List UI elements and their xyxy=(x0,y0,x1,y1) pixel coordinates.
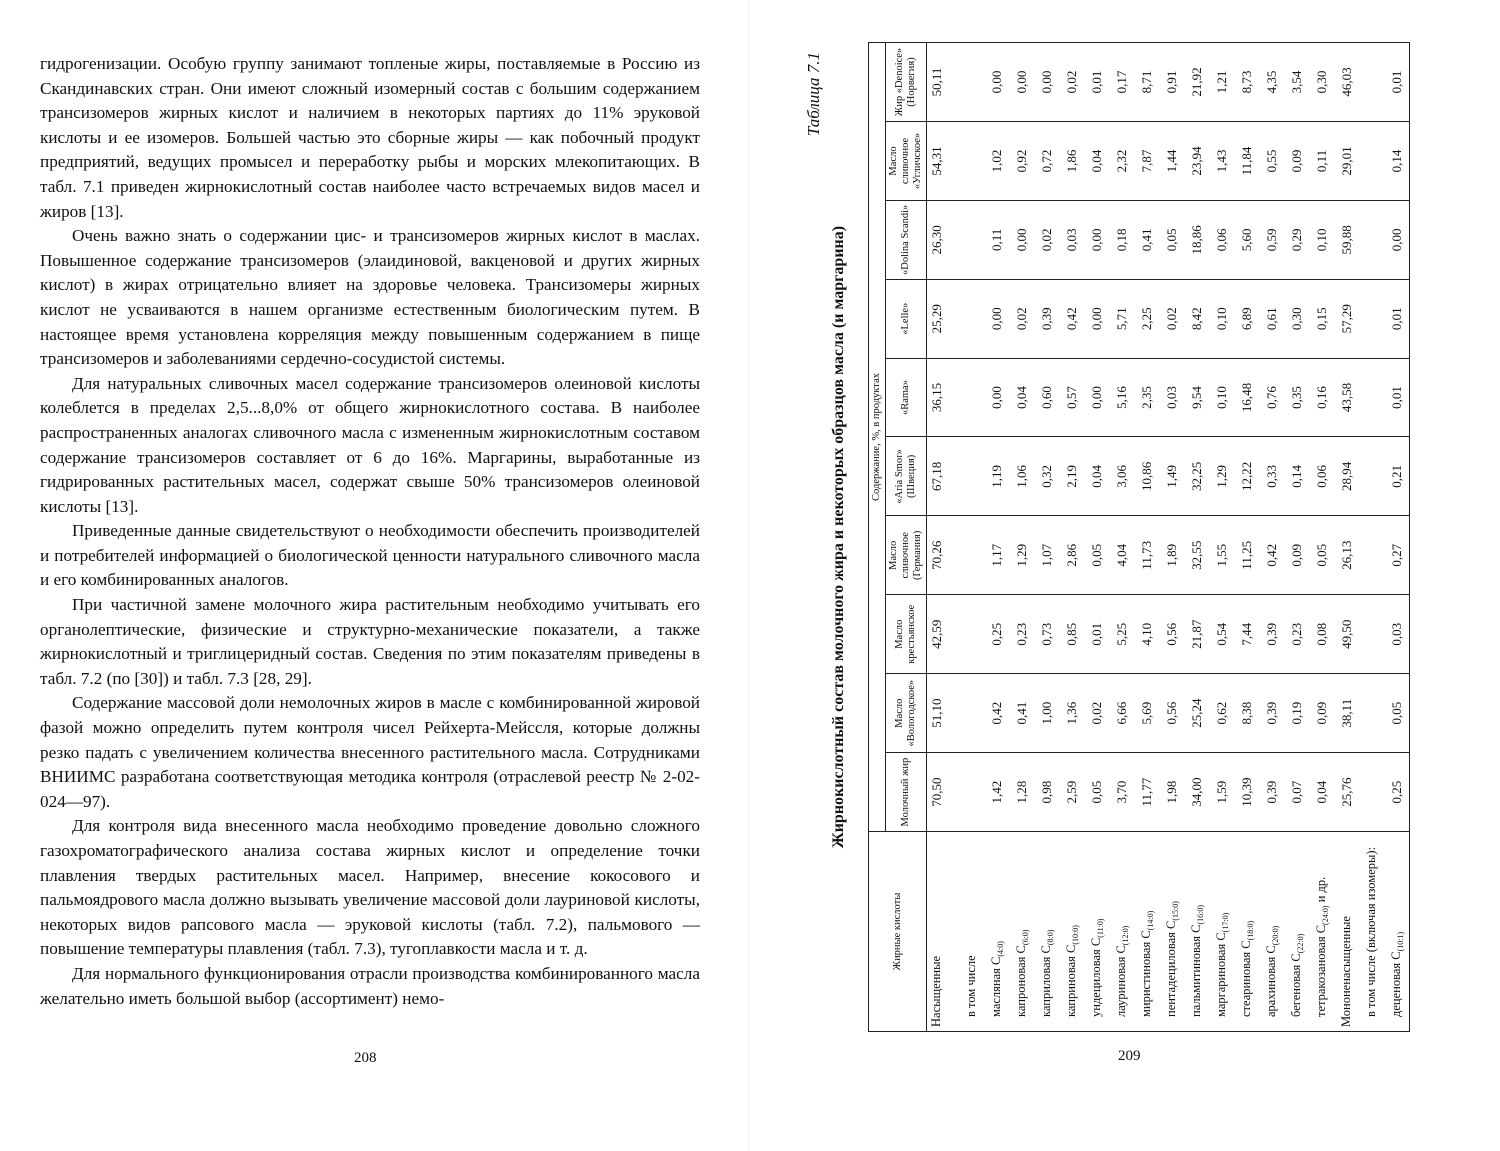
table-cell: 0,41 xyxy=(1134,200,1159,279)
table-cell: 0,01 xyxy=(1084,43,1109,122)
table-cell: 0,00 xyxy=(1084,279,1109,358)
row-label-subscript: (11:0) xyxy=(1095,918,1105,938)
row-label xyxy=(1284,832,1309,1032)
table-cell: 28,94 xyxy=(1334,437,1359,516)
table-cell: 11,25 xyxy=(1234,516,1259,595)
column-header: Масло «Вологодское» xyxy=(886,674,927,753)
table-cell: 0,00 xyxy=(1084,358,1109,437)
table-cell: 0,05 xyxy=(1384,674,1410,753)
table-cell xyxy=(1359,437,1384,516)
table-row xyxy=(1159,43,1184,1032)
table-cell: 50,11 xyxy=(927,43,960,122)
table-cell: 1,55 xyxy=(1209,516,1234,595)
paragraph: При частичной замене молочного жира растительным необходимо учитывать его органолептические, физические и структурно-механические показатели, а также жирнокислотный и триглицеридный состав. Сведения по этим показателям приведены в табл. 7.2 (по [30]) и табл. 7.3 [28, 29]. xyxy=(40,595,700,688)
table-cell: 0,19 xyxy=(1284,674,1309,753)
table-cell: 1,43 xyxy=(1209,122,1234,201)
table-cell: 0,54 xyxy=(1209,595,1234,674)
table-cell: 10,86 xyxy=(1134,437,1159,516)
table-cell: 0,92 xyxy=(1009,122,1034,201)
table-cell: 0,08 xyxy=(1309,595,1334,674)
column-header: Масло сливочное «Угличское» xyxy=(886,122,927,201)
table-cell: 5,71 xyxy=(1109,279,1134,358)
table-cell: 0,39 xyxy=(1034,279,1059,358)
table-cell: 1,44 xyxy=(1159,122,1184,201)
table-cell: 6,89 xyxy=(1234,279,1259,358)
table-cell: 0,06 xyxy=(1209,200,1234,279)
table-title: Жирнокислотный состав молочного жира и некоторых образцов масла (и маргарина) xyxy=(830,225,847,849)
table-cell: 1,89 xyxy=(1159,516,1184,595)
table-row xyxy=(1109,43,1134,1032)
table-cell: 1,00 xyxy=(1034,674,1059,753)
table-cell: 0,61 xyxy=(1259,279,1284,358)
row-label-text: стеариновая C xyxy=(1238,940,1253,1017)
row-label-subscript: (15:0) xyxy=(1170,901,1180,921)
table-cell: 1,21 xyxy=(1209,43,1234,122)
table-cell: 70,26 xyxy=(927,516,960,595)
table-cell: 0,23 xyxy=(1009,595,1034,674)
row-label-text: миристиновая C xyxy=(1138,930,1153,1017)
table-cell: 18,86 xyxy=(1184,200,1209,279)
table-cell: 0,00 xyxy=(1084,200,1109,279)
table-cell: 11,84 xyxy=(1234,122,1259,201)
table-cell: 8,73 xyxy=(1234,43,1259,122)
row-label xyxy=(1059,832,1084,1032)
table-cell xyxy=(1359,516,1384,595)
column-header: Молочный жир xyxy=(886,753,927,832)
table-row xyxy=(959,43,984,1032)
table-cell: 49,50 xyxy=(1334,595,1359,674)
column-header: «Rama» xyxy=(886,358,927,437)
row-label-subscript: (10:0) xyxy=(1070,925,1080,945)
row-label-text: бегеновая C xyxy=(1288,953,1303,1017)
table-cell: 0,23 xyxy=(1284,595,1309,674)
table-cell: 8,38 xyxy=(1234,674,1259,753)
table-cell: 0,00 xyxy=(984,43,1009,122)
table-cell: 2,86 xyxy=(1059,516,1084,595)
table-cell: 21,87 xyxy=(1184,595,1209,674)
table-cell: 46,03 xyxy=(1334,43,1359,122)
table-cell: 0,00 xyxy=(1034,43,1059,122)
table-cell: 1,29 xyxy=(1209,437,1234,516)
table-cell: 25,76 xyxy=(1334,753,1359,832)
table-cell: 8,71 xyxy=(1134,43,1159,122)
row-label xyxy=(1034,832,1059,1032)
table-cell: 0,06 xyxy=(1309,437,1334,516)
column-header: Масло крестьянское xyxy=(886,595,927,674)
table-cell: 0,00 xyxy=(1009,200,1034,279)
table-cell: 0,25 xyxy=(984,595,1009,674)
paragraph: Для контроля вида внесенного масла необходимо проведение довольно сложного газохроматографического анализа состава жирных кислот и определение точки плавления твердых растительных масел. Например, внесение кокосового и пальмоядрового масла должно вызывать увеличение массовой доли лауриновой кислоты, некоторых видов рапсового масла — эруковой кислоты (табл. 7.2), пальмового — повышение температуры плавления (табл. 7.3), тугоплавкости масла и т. д. xyxy=(40,816,700,959)
table-cell: 0,00 xyxy=(984,358,1009,437)
table-cell: 0,73 xyxy=(1034,595,1059,674)
table-cell: 32,25 xyxy=(1184,437,1209,516)
table-cell: 7,87 xyxy=(1134,122,1159,201)
table-cell: 0,21 xyxy=(1384,437,1410,516)
table-row xyxy=(1184,43,1209,1032)
row-label xyxy=(959,832,984,1032)
row-label-text: пальмитиновая C xyxy=(1188,924,1203,1017)
column-header: «Aria Smor» (Швеция) xyxy=(886,437,927,516)
table-cell: 0,04 xyxy=(1009,358,1034,437)
table-cell: 0,17 xyxy=(1109,43,1134,122)
table-cell: 1,02 xyxy=(984,122,1009,201)
table-cell: 0,27 xyxy=(1384,516,1410,595)
table-cell: 3,06 xyxy=(1109,437,1134,516)
table-cell: 0,02 xyxy=(1034,200,1059,279)
row-label xyxy=(984,832,1009,1032)
table-cell: 0,16 xyxy=(1309,358,1334,437)
table-cell: 0,02 xyxy=(1159,279,1184,358)
row-label-subscript: (18:0) xyxy=(1245,920,1255,941)
table-cell: 0,00 xyxy=(984,279,1009,358)
header-group: Содержание, %, в продуктах xyxy=(869,43,886,832)
table-cell: 0,32 xyxy=(1034,437,1059,516)
row-label-subscript: (4:0) xyxy=(995,941,1005,957)
table-cell: 0,01 xyxy=(1384,279,1410,358)
table-cell: 26,30 xyxy=(927,200,960,279)
row-label-text: тетракозановая C xyxy=(1313,924,1328,1017)
table-cell: 0,39 xyxy=(1259,753,1284,832)
table-cell xyxy=(1359,595,1384,674)
table-cell: 0,02 xyxy=(1059,43,1084,122)
table-cell: 9,54 xyxy=(1184,358,1209,437)
table-cell: 0,00 xyxy=(1384,200,1410,279)
table-cell xyxy=(1359,753,1384,832)
table-cell: 0,03 xyxy=(1059,200,1084,279)
row-label xyxy=(1109,832,1134,1032)
table-cell xyxy=(1359,674,1384,753)
row-label xyxy=(1184,832,1209,1032)
table-row xyxy=(1009,43,1034,1032)
table-cell xyxy=(959,437,984,516)
table-cell: 0,03 xyxy=(1159,358,1184,437)
table-cell: 0,55 xyxy=(1259,122,1284,201)
column-header: «Lelle» xyxy=(886,279,927,358)
table-cell: 32,55 xyxy=(1184,516,1209,595)
table-cell: 0,05 xyxy=(1159,200,1184,279)
page-number-right: 209 xyxy=(1118,1048,1141,1064)
table-cell: 0,56 xyxy=(1159,595,1184,674)
table-row xyxy=(1134,43,1159,1032)
table-cell: 0,25 xyxy=(1384,753,1410,832)
table-cell: 0,39 xyxy=(1259,674,1284,753)
row-label xyxy=(1334,832,1359,1032)
table-cell: 57,29 xyxy=(1334,279,1359,358)
table-cell: 2,25 xyxy=(1134,279,1159,358)
table-cell: 1,49 xyxy=(1159,437,1184,516)
table-cell: 29,01 xyxy=(1334,122,1359,201)
table-cell xyxy=(959,358,984,437)
table-row xyxy=(1234,43,1259,1032)
table-cell: 0,05 xyxy=(1084,516,1109,595)
table-cell: 21,92 xyxy=(1184,43,1209,122)
row-label-subscript: (8:0) xyxy=(1045,929,1055,946)
table-cell: 0,02 xyxy=(1084,674,1109,753)
table-cell: 0,04 xyxy=(1084,122,1109,201)
row-label-text: лауриновая C xyxy=(1113,945,1128,1017)
table-cell: 0,42 xyxy=(1259,516,1284,595)
table-cell: 0,04 xyxy=(1084,437,1109,516)
table-cell: 0,42 xyxy=(1059,279,1084,358)
table-cell: 0,62 xyxy=(1209,674,1234,753)
row-label xyxy=(1359,832,1384,1032)
table-cell: 0,72 xyxy=(1034,122,1059,201)
table-cell: 0,15 xyxy=(1309,279,1334,358)
row-label xyxy=(1159,832,1184,1032)
table-cell: 2,32 xyxy=(1109,122,1134,201)
table-cell: 0,60 xyxy=(1034,358,1059,437)
table-row xyxy=(1059,43,1084,1032)
row-label xyxy=(1209,832,1234,1032)
row-label xyxy=(1009,832,1034,1032)
table-cell: 0,02 xyxy=(1009,279,1034,358)
table-cell: 0,76 xyxy=(1259,358,1284,437)
column-header: Жир «Denoice» (Норвегия) xyxy=(886,43,927,122)
table-cell: 5,16 xyxy=(1109,358,1134,437)
table-cell: 2,35 xyxy=(1134,358,1159,437)
table-cell xyxy=(959,753,984,832)
row-label-text: ундециловая C xyxy=(1088,937,1103,1017)
row-label-text: капроновая C xyxy=(1013,945,1028,1017)
table-label: Таблица 7.1 xyxy=(804,52,823,137)
table-cell: 1,19 xyxy=(984,437,1009,516)
row-label-text: масляная C xyxy=(988,956,1003,1017)
table-cell: 26,13 xyxy=(1334,516,1359,595)
paragraph: Очень важно знать о содержании цис- и трансизомеров жирных кислот в маслах. Повышенное содержание трансизомеров (элаидиновой, вакценовой и других жирных кислот) в жирах отрицательно влияет на здоровье человека. Трансизомеры жирных кислот не усваиваются в нашем организме естественным биологическим путем. В настоящее время установлена корреляция между повышенным содержанием в пище трансизомеров и заболеваниями сердечно-сосудистой системы. xyxy=(40,226,700,369)
table-cell xyxy=(959,200,984,279)
table-cell: 0,57 xyxy=(1059,358,1084,437)
table-cell: 0,10 xyxy=(1209,279,1234,358)
table-cell: 11,77 xyxy=(1134,753,1159,832)
table-cell: 0,00 xyxy=(1009,43,1034,122)
table-row xyxy=(1284,43,1309,1032)
table-cell: 0,42 xyxy=(984,674,1009,753)
row-label-subscript: (24:0) xyxy=(1320,905,1330,925)
table-cell: 1,28 xyxy=(1009,753,1034,832)
row-label xyxy=(1259,832,1284,1032)
table-cell: 0,03 xyxy=(1384,595,1410,674)
table-cell: 0,39 xyxy=(1259,595,1284,674)
row-label-subscript: (10:1) xyxy=(1395,931,1405,952)
table-cell: 6,66 xyxy=(1109,674,1134,753)
table-cell: 4,10 xyxy=(1134,595,1159,674)
table-cell: 25,24 xyxy=(1184,674,1209,753)
row-label-text: пентадециловая C xyxy=(1163,920,1178,1017)
table-cell: 0,98 xyxy=(1034,753,1059,832)
table-cell: 1,36 xyxy=(1059,674,1084,753)
table-cell: 1,59 xyxy=(1209,753,1234,832)
column-header: «Dolina Scandi» xyxy=(886,200,927,279)
left-page-text xyxy=(40,52,700,1011)
table-cell xyxy=(959,279,984,358)
row-label-text: деценовая C xyxy=(1388,951,1403,1017)
table-cell: 0,56 xyxy=(1159,674,1184,753)
table-cell xyxy=(959,122,984,201)
table-cell: 0,05 xyxy=(1084,753,1109,832)
column-header: Масло сливочное (Германия) xyxy=(886,516,927,595)
table-cell: 0,14 xyxy=(1284,437,1309,516)
table-cell: 23,94 xyxy=(1184,122,1209,201)
table-cell xyxy=(1359,358,1384,437)
row-label xyxy=(1084,832,1109,1032)
table-cell: 1,86 xyxy=(1059,122,1084,201)
table-cell: 16,48 xyxy=(1234,358,1259,437)
page-gutter xyxy=(748,0,749,1151)
row-label-subscript: (12:0) xyxy=(1120,925,1130,946)
table-row xyxy=(1334,43,1359,1032)
table-cell: 7,44 xyxy=(1234,595,1259,674)
row-label-subscript: (14:0) xyxy=(1145,910,1155,931)
row-label xyxy=(1234,832,1259,1032)
table-cell: 3,70 xyxy=(1109,753,1134,832)
row-label xyxy=(927,832,960,1032)
table-cell: 12,22 xyxy=(1234,437,1259,516)
table-cell: 5,69 xyxy=(1134,674,1159,753)
row-label-text: арахиновая C xyxy=(1263,945,1278,1017)
table-cell: 0,30 xyxy=(1284,279,1309,358)
table-cell: 0,18 xyxy=(1109,200,1134,279)
table-cell: 0,41 xyxy=(1009,674,1034,753)
table-cell: 0,01 xyxy=(1384,358,1410,437)
table-cell: 0,85 xyxy=(1059,595,1084,674)
table-cell: 4,35 xyxy=(1259,43,1284,122)
table-cell: 8,42 xyxy=(1184,279,1209,358)
table-row xyxy=(1209,43,1234,1032)
right-page xyxy=(804,42,1444,1032)
table-cell xyxy=(1359,200,1384,279)
table-row xyxy=(927,43,960,1032)
paragraph: Для натуральных сливочных масел содержание трансизомеров олеиновой кислоты колеблется в пределах 2,5...8,0% от общего жирнокислотного состава. В наиболее распространенных аналогах сливочного масла с измененным жирнокислотным составом содержание трансизомеров составляет от 6 до 16%. Маргарины, выработанные из гидрированных растительных масел, содержат свыше 50% трансизомеров олеиновой кислоты [13]. xyxy=(40,373,700,516)
table-cell xyxy=(959,595,984,674)
table-row xyxy=(984,43,1009,1032)
table-cell: 38,11 xyxy=(1334,674,1359,753)
row-label-text: маргариновая C xyxy=(1213,932,1228,1017)
table-cell: 1,17 xyxy=(984,516,1009,595)
table-cell: 34,00 xyxy=(1184,753,1209,832)
table-row xyxy=(1359,43,1384,1032)
table-cell xyxy=(959,674,984,753)
row-label xyxy=(1134,832,1159,1032)
row-label-text: каприловая C xyxy=(1038,945,1053,1017)
table-cell: 0,10 xyxy=(1309,200,1334,279)
table-cell: 0,01 xyxy=(1384,43,1410,122)
table-row xyxy=(1259,43,1284,1032)
table-cell: 1,98 xyxy=(1159,753,1184,832)
table-cell: 0,07 xyxy=(1284,753,1309,832)
table-cell: 0,29 xyxy=(1284,200,1309,279)
table-cell: 67,18 xyxy=(927,437,960,516)
table-cell: 0,01 xyxy=(1084,595,1109,674)
table-cell: 1,06 xyxy=(1009,437,1034,516)
table-cell: 5,25 xyxy=(1109,595,1134,674)
paragraph: Приведенные данные свидетельствуют о необходимости обеспечить производителей и потребителей информацией о биологической ценности натурального сливочного масла и его комбинированных аналогов. xyxy=(40,521,700,590)
row-label-text: Мононенасыщенные xyxy=(1339,916,1353,1027)
row-label-text: каприновая C xyxy=(1063,944,1078,1017)
row-label-text: в том числе (включая изомеры): xyxy=(1364,846,1378,1017)
row-label-subscript: (17:0) xyxy=(1220,912,1230,933)
table-cell: 0,11 xyxy=(984,200,1009,279)
table-cell: 0,91 xyxy=(1159,43,1184,122)
table-cell: 51,10 xyxy=(927,674,960,753)
table-row xyxy=(1384,43,1410,1032)
paragraph: гидрогенизации. Особую группу занимают топленые жиры, поставляемые в Россию из Скандинавских стран. Они имеют сложный изомерный состав с большим содержанием трансизомеров жирных кислот и наличием в некоторых партиях до 11% эруковой кислоты и ее изомеров. Большей частью это сборные жиры — как побочный продукт предприятий, ведущих промысел и переработку рыбы и морских млекопитающих. В табл. 7.1 приведен жирнокислотный состав наиболее часто встречаемых видов масел и жиров [13]. xyxy=(40,54,700,221)
table-row xyxy=(1084,43,1109,1032)
table-cell: 1,07 xyxy=(1034,516,1059,595)
table-cell: 10,39 xyxy=(1234,753,1259,832)
table-cell: 0,30 xyxy=(1309,43,1334,122)
page-number-left: 208 xyxy=(354,1050,377,1066)
paragraph: Для нормального функционирования отрасли производства комбинированного масла желательно иметь большой выбор (ассортимент) немо- xyxy=(40,963,700,1008)
table-row xyxy=(1034,43,1059,1032)
table-cell xyxy=(1359,122,1384,201)
table-cell: 11,73 xyxy=(1134,516,1159,595)
row-label xyxy=(1384,832,1410,1032)
table-cell: 70,50 xyxy=(927,753,960,832)
table-cell: 0,59 xyxy=(1259,200,1284,279)
table-cell: 1,29 xyxy=(1009,516,1034,595)
row-label-subscript: (20:0) xyxy=(1270,925,1280,946)
table-cell xyxy=(1359,279,1384,358)
header-fatty-acids: Жирные кислоты xyxy=(869,832,927,1032)
table-cell: 5,60 xyxy=(1234,200,1259,279)
table-cell: 2,19 xyxy=(1059,437,1084,516)
table-cell: 0,33 xyxy=(1259,437,1284,516)
row-label-subscript: (22:0) xyxy=(1295,933,1305,954)
table-cell: 54,31 xyxy=(927,122,960,201)
table-cell: 59,88 xyxy=(1334,200,1359,279)
rotated-table-block xyxy=(804,42,1444,1032)
table-cell xyxy=(959,516,984,595)
table-cell: 0,04 xyxy=(1309,753,1334,832)
table-cell: 36,15 xyxy=(927,358,960,437)
table-cell xyxy=(959,43,984,122)
table-cell: 0,09 xyxy=(1284,122,1309,201)
row-label-subscript: (6:0) xyxy=(1020,929,1030,946)
table-cell: 0,05 xyxy=(1309,516,1334,595)
table-cell: 4,04 xyxy=(1109,516,1134,595)
table-cell: 0,11 xyxy=(1309,122,1334,201)
row-label xyxy=(1309,832,1334,1032)
table-cell: 0,09 xyxy=(1309,674,1334,753)
row-label-subscript: (16:0) xyxy=(1195,904,1205,925)
table-cell: 0,10 xyxy=(1209,358,1234,437)
row-label-text: Насыщенные xyxy=(929,955,943,1027)
table-cell: 1,42 xyxy=(984,753,1009,832)
table-cell: 25,29 xyxy=(927,279,960,358)
table-cell: 43,58 xyxy=(1334,358,1359,437)
table-cell xyxy=(1359,43,1384,122)
fatty-acid-table xyxy=(868,42,1410,1032)
table-cell: 3,54 xyxy=(1284,43,1309,122)
table-cell: 0,35 xyxy=(1284,358,1309,437)
row-label-suffix: и др. xyxy=(1313,876,1328,906)
table-cell: 0,09 xyxy=(1284,516,1309,595)
table-cell: 42,59 xyxy=(927,595,960,674)
table-cell: 2,59 xyxy=(1059,753,1084,832)
table-cell: 0,14 xyxy=(1384,122,1410,201)
table-row xyxy=(1309,43,1334,1032)
paragraph: Содержание массовой доли немолочных жиров в масле с комбинированной жировой фазой можно определить путем контроля чисел Рейхерта-Мейссля, которые должны резко падать с увеличением количества внесенного растительного масла. Сотрудниками ВНИИМС разработана соответствующая методика контроля (отраслевой реестр № 2-02-024—97). xyxy=(40,693,700,811)
row-label-text: в том числе xyxy=(964,955,978,1017)
